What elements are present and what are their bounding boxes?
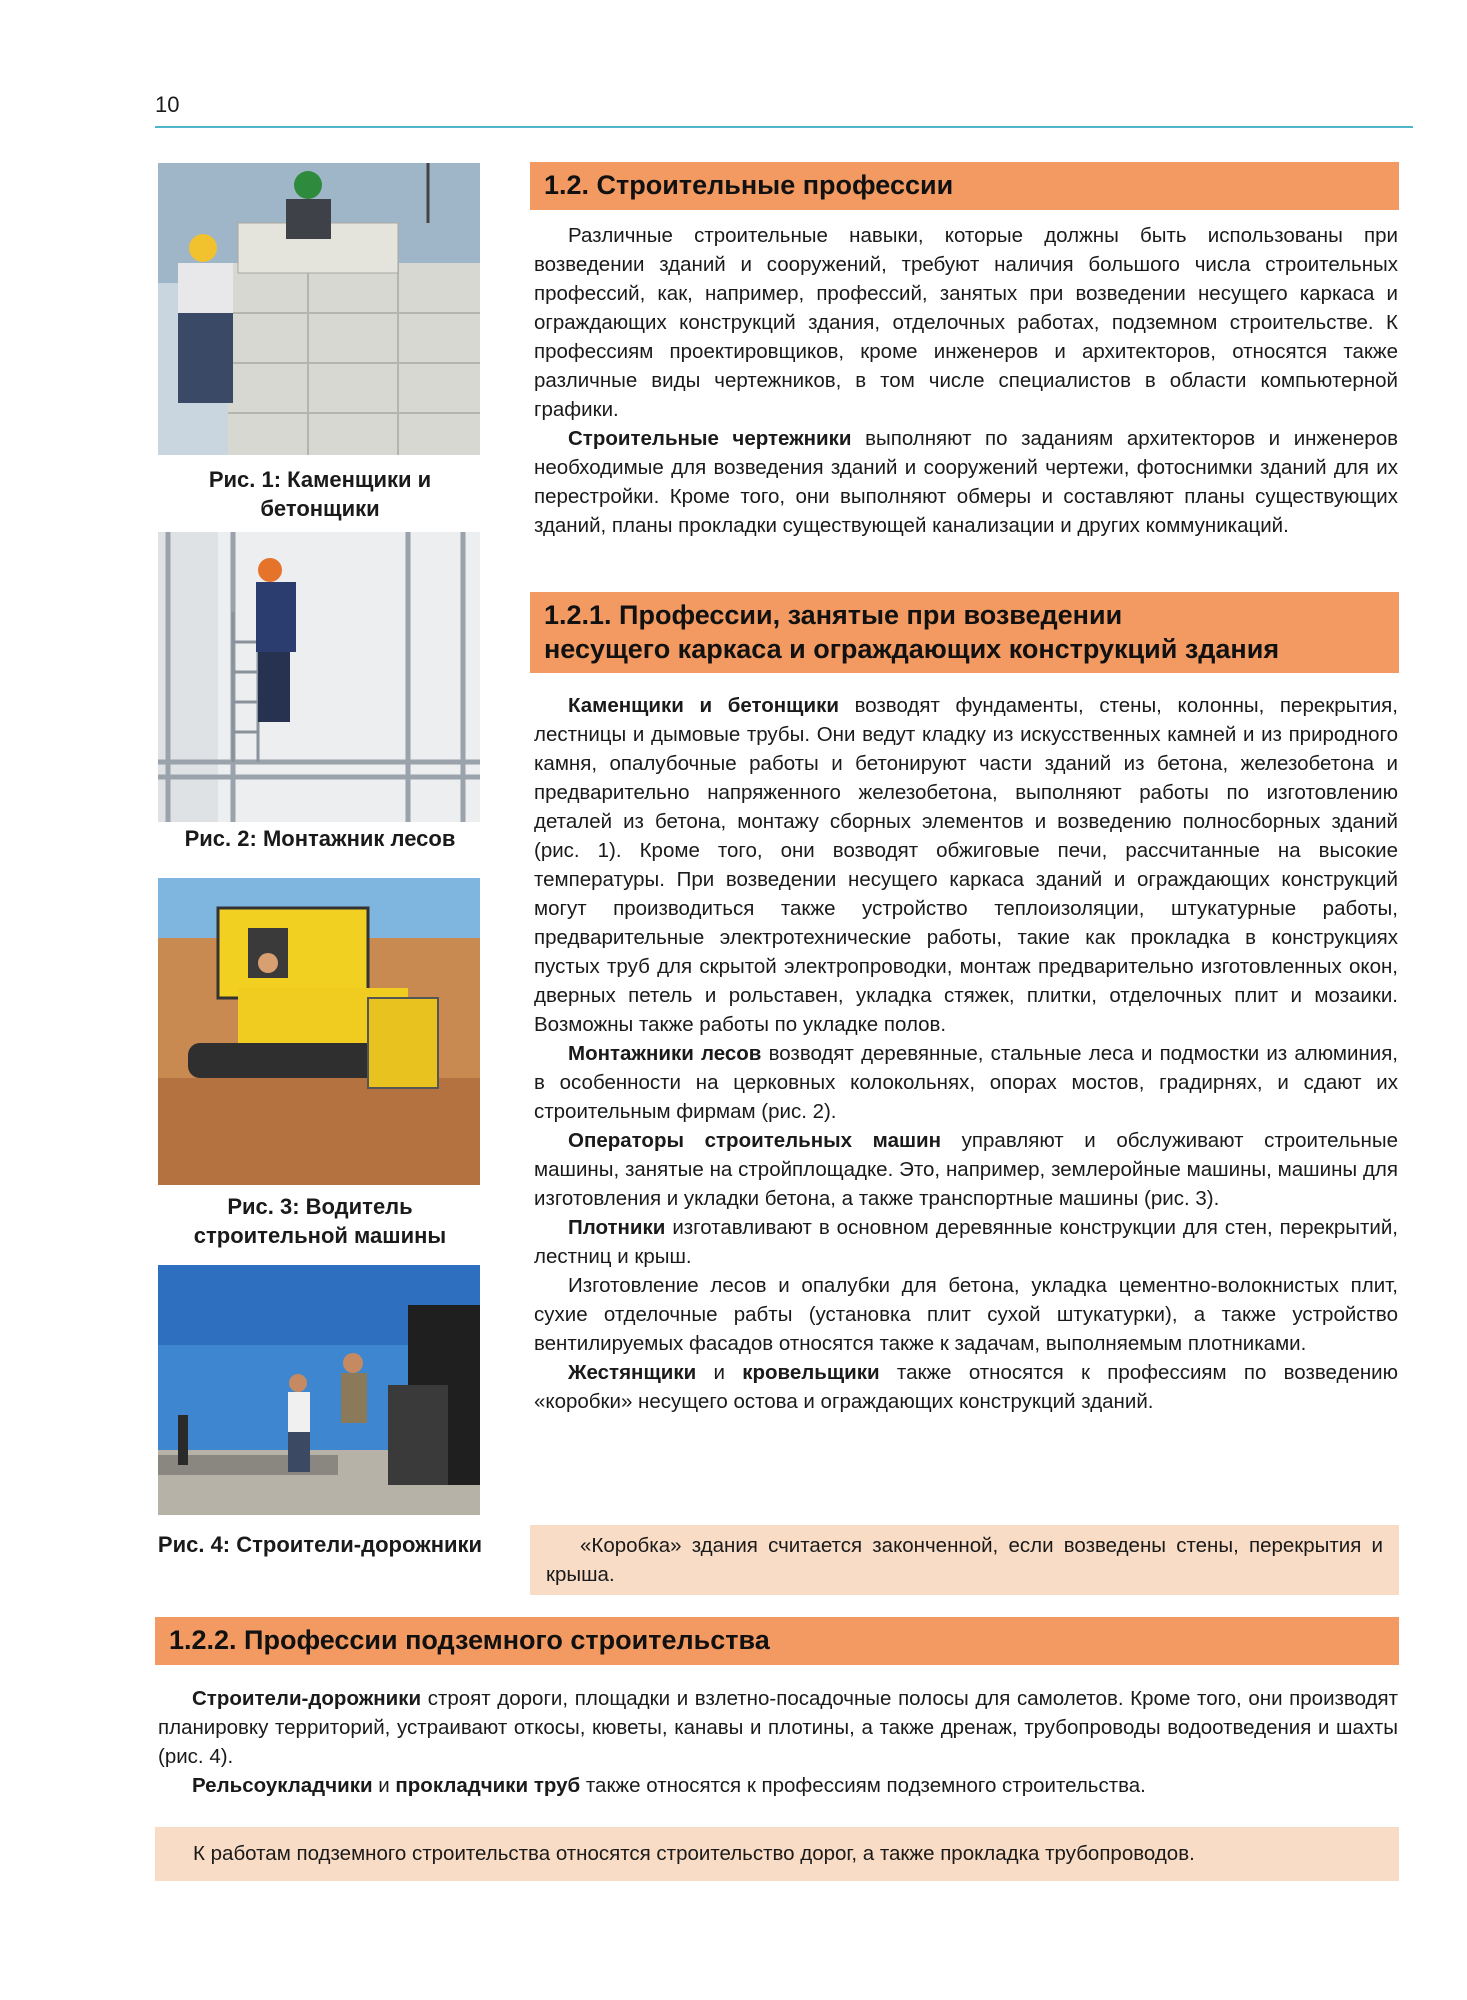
section-1-2-2-note: К работам подземного строительства относятся строительство дорог, а также прокладка трубопроводов.: [155, 1827, 1399, 1881]
section-1-2-1-body: [534, 691, 1398, 1416]
figure-4-caption: Рис. 4: Строители-дорожники: [157, 1532, 483, 1557]
figure-1-image: [158, 163, 480, 455]
section-1-2-paragraph-1: Различные строительные навыки, которые должны быть использованы при возведении зданий и сооружений, требуют наличия большого числа строительных профессий, как, например, профессий, занятых при возведении несущего каркаса и ограждающих конструкций здания, отделочных работах, подземном строительстве. К профессиям проектировщиков, кроме инженеров и архитекторов, относятся также различные виды чертежников, в том числе специалистов в области компьютерной графики.: [534, 224, 1398, 421]
section-1-2-2-paragraph-1: Строители-дорожники строят дороги, площадки и взлетно-посадочные полосы для самолетов. Кроме того, они производят планировку территорий, устраивают откосы, кюветы, канавы и плотины, а также дренаж, трубопроводы водоотведения и шахты (рис. 4).: [158, 1687, 1398, 1768]
section-1-2-1-paragraph-6: Жестянщики и кровельщики также относятся к профессиям по возведению «коробки» несущего остова и ограждающих конструкций зданий.: [534, 1361, 1398, 1413]
page-number: 10: [155, 92, 180, 117]
header-rule: [155, 126, 1413, 128]
section-1-2-title: 1.2. Строительные профессии: [544, 170, 954, 200]
section-1-2-1-paragraph-3: Операторы строительных машин управляют и обслуживают строительные машины, занятые на стройплощадке. Это, например, землеройные машины, машины для изготовления и укладки бетона, а также транспортные машины (рис. 3).: [534, 1129, 1398, 1210]
figure-2-image: [158, 532, 480, 822]
section-1-2-heading: [530, 162, 1399, 210]
section-1-2-2-heading: [155, 1617, 1399, 1665]
section-1-2-1-paragraph-2: Монтажники лесов возводят деревянные, стальные леса и подмостки из алюминия, в особенности на церковных колокольнях, опорах мостов, градирнях, и сдают их строительным фирмам (рис. 2).: [534, 1042, 1398, 1123]
section-1-2-1-title-line-1: 1.2.1. Профессии, занятые при возведении: [544, 600, 1123, 630]
figure-4-image: [158, 1265, 480, 1515]
figure-3-caption: Рис. 3: Водитель строительной машины: [193, 1194, 447, 1248]
section-1-2-2-paragraph-2: Рельсоукладчики и прокладчики труб также относятся к профессиям подземного строительства.: [192, 1774, 1146, 1797]
figure-1-caption: Рис. 1: Каменщики и бетонщики: [208, 467, 432, 521]
section-1-2-1-paragraph-1: Каменщики и бетонщики возводят фундаменты, стены, колонны, перекрытия, лестницы и дымовые трубы. Они ведут кладку из искусственных камней и из природного камня, опалубочные работы и бетонируют части зданий из бетона, железобетона и предварительно напряженного железобетона, выполняют работы по изготовлению деталей из бетона, монтажу сборных элементов и возведению полносборных зданий (рис. 1). Кроме того, они возводят обжиговые печи, рассчитанные на высокие температуры. При возведении несущего каркаса зданий и ограждающих конструкций могут производиться также устройство теплоизоляции, штукатурные работы, предварительные электротехнические работы, такие как прокладка в конструкциях пустых труб для скрытой электропроводки, монтаж предварительно изготовленных окон, дверных петель и рольставен, укладка стяжек, плитки, отделочных плит и мозаики. Возможны также работы по укладке полов.: [534, 694, 1398, 1036]
figure-3-image: [158, 878, 480, 1185]
section-1-2-1-paragraph-5: Изготовление лесов и опалубки для бетона, укладка цементно-волокнистых плит, сухие отделочные рабты (установка плит сухой штукатурки), а также устройство вентилируемых фасадов относятся также к задачам, выполняемым плотниками.: [534, 1274, 1398, 1355]
section-1-2-paragraph-2: Строительные чертежники выполняют по заданиям архитекторов и инженеров необходимые для возведения зданий и сооружений чертежи, фотоснимки зданий для их перестройки. Кроме того, они выполняют обмеры и составляют планы существующих зданий, планы прокладки существующей канализации и других коммуникаций.: [534, 427, 1398, 537]
section-1-2-1-paragraph-4: Плотники изготавливают в основном деревянные конструкции для стен, перекрытий, лестниц и крыш.: [534, 1216, 1398, 1268]
figure-2-caption: Рис. 2: Монтажник лесов: [184, 826, 456, 851]
section-1-2-1-note: «Коробка» здания считается законченной, если возведены стены, перекрытия и крыша.: [530, 1525, 1399, 1595]
section-1-2-2-title: 1.2.2. Профессии подземного строительства: [169, 1625, 770, 1655]
section-1-2-1-title-line-2: несущего каркаса и ограждающих конструкций здания: [544, 634, 1280, 664]
section-1-2-body: [534, 221, 1398, 540]
section-1-2-2-body: [158, 1684, 1398, 1800]
section-1-2-1-heading: [530, 592, 1399, 673]
